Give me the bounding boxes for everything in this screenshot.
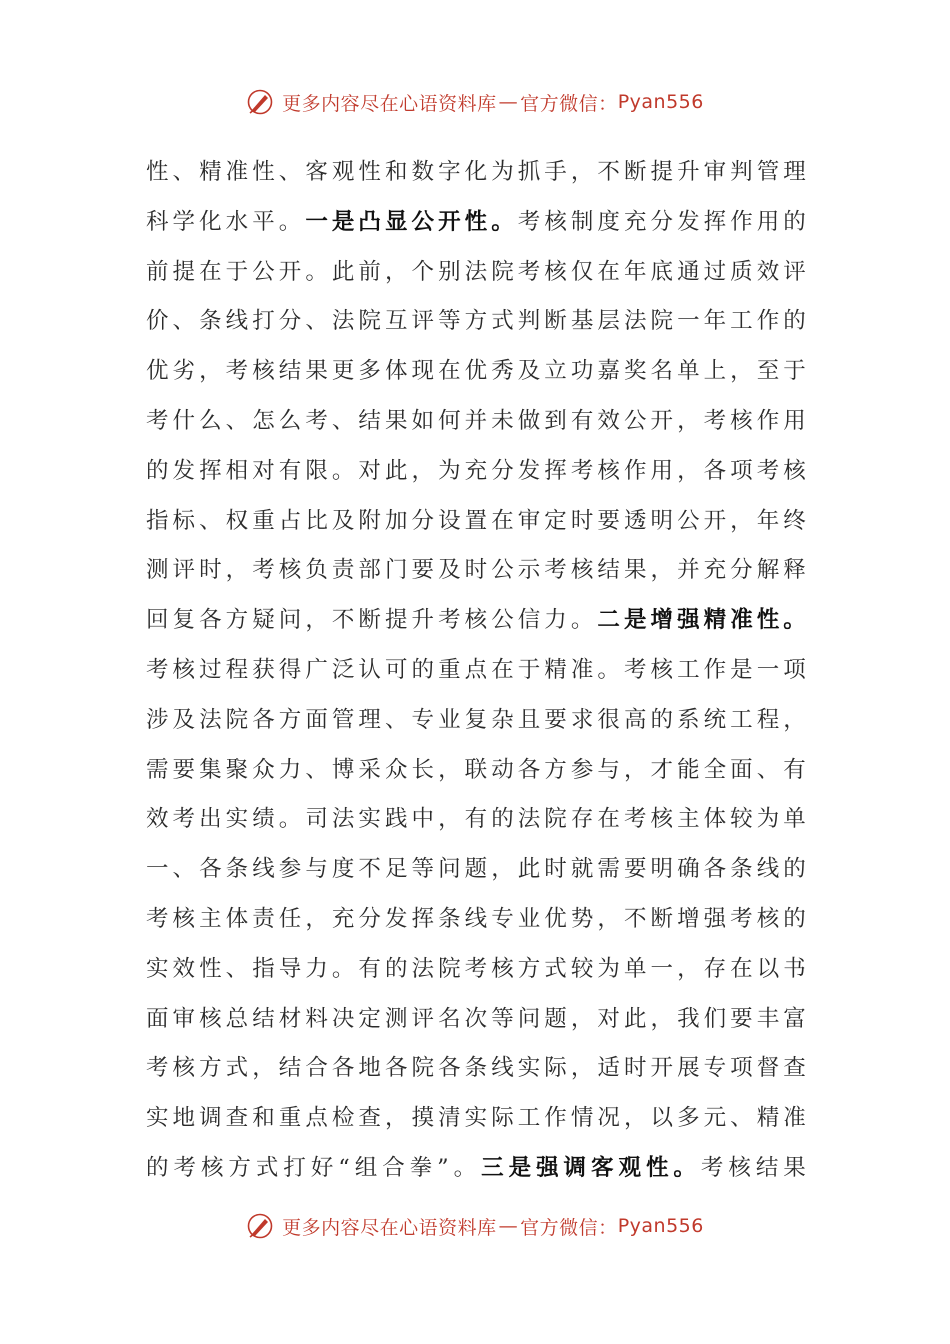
text-line xyxy=(146,497,806,547)
text-segment: 价、条线打分、法院互评等方式判断基层法院一年工作的 xyxy=(146,308,806,335)
wechat-label: 官方微信： xyxy=(520,92,618,115)
text-line xyxy=(146,347,806,397)
text-segment: 实效性、指导力。有的法院考核方式较为单一，存在以书 xyxy=(146,955,806,982)
text-segment: 考核结果 xyxy=(700,1154,806,1181)
text-line xyxy=(146,397,806,447)
text-line xyxy=(146,198,806,248)
bold-heading: 二是增强精准性。 xyxy=(597,607,806,634)
footer-watermark xyxy=(0,1212,950,1240)
header-watermark xyxy=(0,88,950,116)
text-line xyxy=(146,447,806,497)
text-line xyxy=(146,995,806,1045)
text-segment: 前提在于公开。此前，个别法院考核仅在年底通过质效评 xyxy=(146,258,806,285)
text-segment: 的发挥相对有限。对此，为充分发挥考核作用，各项考核 xyxy=(146,457,806,484)
wechat-id: Pyan556 xyxy=(617,1215,704,1237)
text-segment: 考什么、怎么考、结果如何并未做到有效公开，考核作用 xyxy=(146,407,806,434)
bold-heading: 一是凸显公开性。 xyxy=(305,208,518,235)
text-line xyxy=(146,696,806,746)
bold-heading: 三是强调客观性。 xyxy=(481,1154,701,1181)
text-segment: 优劣，考核结果更多体现在优秀及立功嘉奖名单上，至于 xyxy=(146,358,806,385)
text-segment: 考核主体责任，充分发挥条线专业优势，不断增强考核的 xyxy=(146,905,806,932)
text-segment: 效考出实绩。司法实践中，有的法院存在考核主体较为单 xyxy=(146,806,806,833)
text-line xyxy=(146,945,806,995)
text-segment: 回复各方疑问，不断提升考核公信力。 xyxy=(146,607,598,634)
article-body xyxy=(146,148,806,1194)
text-line xyxy=(146,895,806,945)
dash: — xyxy=(498,1215,519,1237)
pen-logo-icon xyxy=(246,1212,274,1240)
dash: — xyxy=(498,91,519,113)
text-line xyxy=(146,1094,806,1144)
text-line xyxy=(146,1044,806,1094)
wechat-id: Pyan556 xyxy=(617,91,704,113)
text-segment: 性、精准性、客观性和数字化为抓手，不断提升审判管理 xyxy=(146,159,806,185)
text-segment: 考核过程获得广泛认可的重点在于精准。考核工作是一项 xyxy=(146,656,806,683)
pen-logo-icon xyxy=(246,88,274,116)
text-segment: 考核方式，结合各地各院各条线实际，适时开展专项督查 xyxy=(146,1055,806,1082)
text-segment: 测评时，考核负责部门要及时公示考核结果，并充分解释 xyxy=(146,557,806,584)
text-line xyxy=(146,297,806,347)
text-segment: 指标、权重占比及附加分设置在审定时要透明公开，年终 xyxy=(146,507,806,534)
text-segment: 考核制度充分发挥作用的 xyxy=(517,208,807,235)
text-line xyxy=(146,248,806,298)
text-line xyxy=(146,1144,806,1194)
site-text: 更多内容尽在心语资料库 xyxy=(282,92,497,115)
text-line xyxy=(146,596,806,646)
text-line xyxy=(146,646,806,696)
wechat-label: 官方微信： xyxy=(520,1216,618,1239)
text-line xyxy=(146,845,806,895)
text-segment: 科学化水平。 xyxy=(146,208,306,235)
text-line xyxy=(146,795,806,845)
text-line xyxy=(146,546,806,596)
text-segment: 面审核总结材料决定测评名次等问题，对此，我们要丰富 xyxy=(146,1005,806,1032)
text-line xyxy=(146,148,806,198)
text-line xyxy=(146,746,806,796)
text-segment: 的考核方式打好“组合拳”。 xyxy=(146,1154,482,1181)
site-text: 更多内容尽在心语资料库 xyxy=(282,1216,497,1239)
text-segment: 涉及法院各方面管理、专业复杂且要求很高的系统工程， xyxy=(146,706,806,733)
text-segment: 一、各条线参与度不足等问题，此时就需要明确各条线的 xyxy=(146,856,806,883)
text-segment: 需要集聚众力、博采众长，联动各方参与，才能全面、有 xyxy=(146,756,806,783)
text-segment: 实地调查和重点检查，摸清实际工作情况，以多元、精准 xyxy=(146,1105,806,1132)
